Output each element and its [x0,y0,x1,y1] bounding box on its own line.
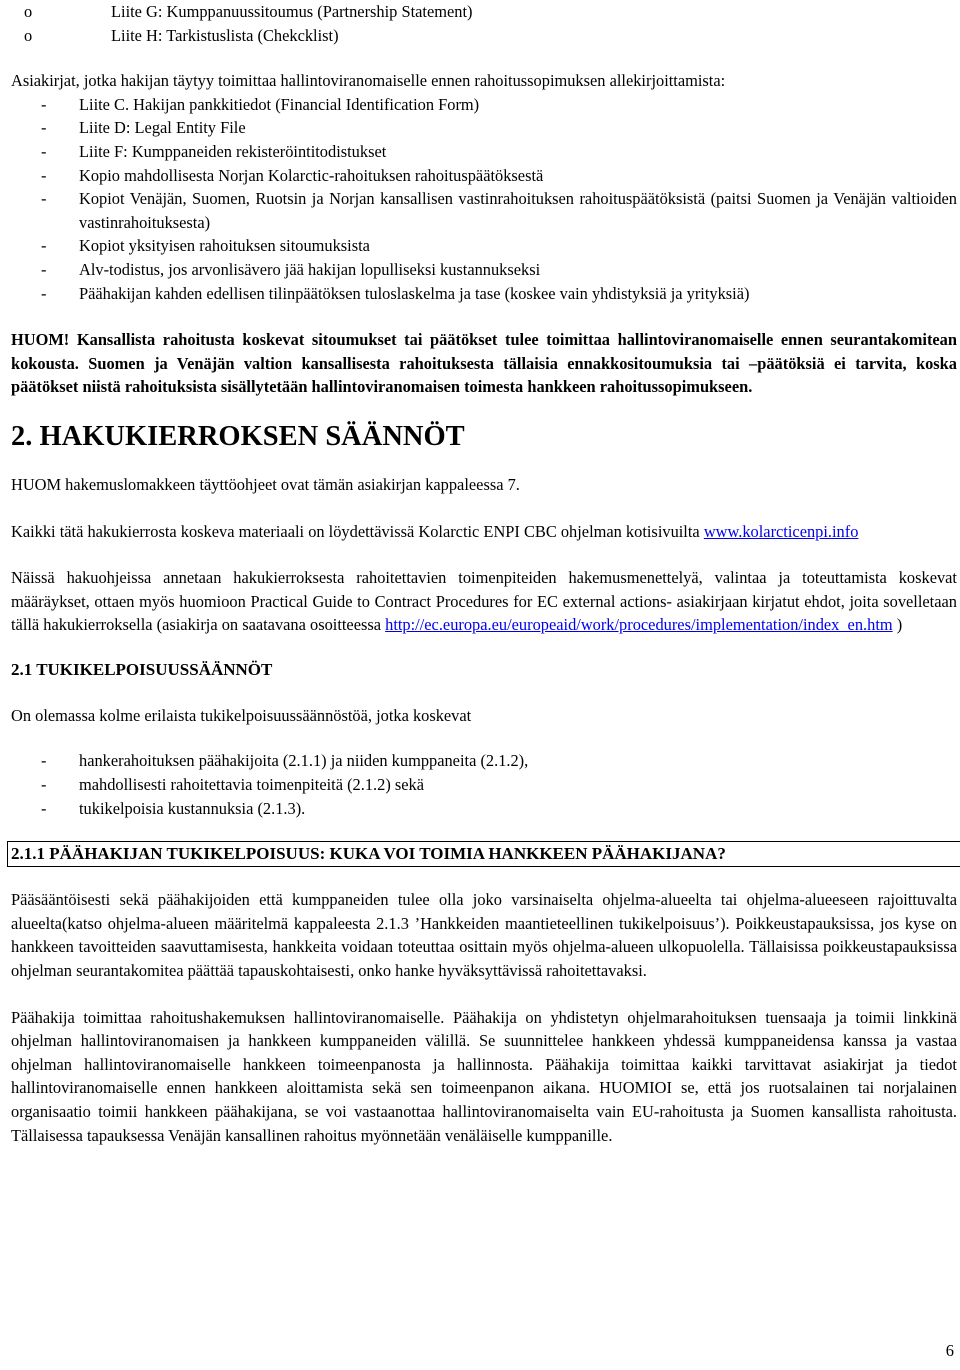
list-item-text: tukikelpoisia kustannuksia (2.1.3). [79,798,306,818]
list-item-text: Liite H: Tarkistuslista (Chekcklist) [111,25,339,45]
docs-list [11,93,957,305]
bullet: - [41,259,47,279]
para-text-end: ) [896,615,903,635]
bullet: - [41,283,47,303]
bullet: - [41,94,47,114]
para-text: Näissä hakuohjeissa annetaan hakukierroksesta rahoitettavien toimenpiteiden hakemusmenettelyä, valintaa ja toteuttamista koskevat määräykset, ottaen myös huomioon Practical Guide to Contract Procedures for EC external actions- asiakirjaan kirjatut ehdot, joita sovelletaan tällä hakukierroksella (asiakirja on saatavana osoitteessa [11,568,957,635]
bullet: - [41,189,47,209]
bullet: - [41,775,47,795]
para-text: Kaikki tätä hakukierrosta koskeva materiaali on löydettävissä Kolarctic ENPI CBC ohjelman kotisivuilta [11,521,700,541]
list-item-text: Liite D: Legal Entity File [79,118,246,138]
bullet: - [41,141,47,161]
section-2-1-1-para-1: Pääsääntöisesti sekä päähakijoiden että kumppaneiden tulee olla joko varsinaiselta ohjelma-alueelta tai ohjelma-alueeseen rajoittuvalta alueelta(katso ohjelma-alueen määritelmä kappaleesta 2.1.3 ’Hankkeiden maantieteellinen tukikelpoisuus’). Poikkeustapauksissa, jos kyse on hankkeen tavoitteiden saavuttamisesta, hankkeita voidaan toteuttaa osittain myös ohjelma-alueen ulkopuolella. Tällaisissa poikkeustapauksissa ohjelman seurantakomitea päättää tapauskohtaisesti, onko hanke hyväksyttävissä rahoitettavaksi. [11,890,957,981]
list-item [24,24,957,48]
list-item [11,93,957,117]
bullet: - [41,165,47,185]
list-item-text: Alv-todistus, jos arvonlisävero jää hakijan lopulliseksi kustannukseksi [79,259,541,279]
list-item-text: Liite F: Kumppaneiden rekisteröintitodistukset [79,141,387,161]
list-item-text: Kopiot Venäjän, Suomen, Ruotsin ja Norjan kansallisen vastinrahoituksen rahoituspäätöksistä (paitsi Suomen ja Venäjän valtioiden vastinrahoituksesta) [79,189,957,232]
list-item-text: Kopio mahdollisesta Norjan Kolarctic-rahoituksen rahoituspäätöksestä [79,165,544,185]
section-2-para-2 [11,520,957,544]
list-item [11,116,957,140]
bullet: o [24,2,33,21]
annex-list [11,0,957,47]
list-item-text: hankerahoituksen päähakijoita (2.1.1) ja niiden kumppaneita (2.1.2), [79,751,529,771]
list-item [11,749,957,773]
bullet: - [41,236,47,256]
section-2-para-1: HUOM hakemuslomakkeen täyttöohjeet ovat tämän asiakirjan kappaleessa 7. [11,474,520,494]
page-number: 6 [945,1341,954,1360]
list-item [11,187,957,234]
list-item [11,797,957,821]
list-item-text: Päähakijan kahden edellisen tilinpäätöksen tuloslaskelma ja tase (koskee vain yhdistyksiä ja yrityksiä) [79,283,750,303]
huom-note: HUOM! Kansallista rahoitusta koskevat sitoumukset tai päätökset tulee toimittaa hallintoviranomaiselle ennen seurantakomitean kokousta. Suomen ja Venäjän valtion kansallisesta rahoituksesta tällaisia ennakkositoumuksia tai –päätöksiä ei tarvita, koska päätökset niistä rahoituksista sisällytetään hallintoviranomaisen toimesta hankkeen rahoitussopimukseen. [11,330,957,397]
list-item [11,140,957,164]
europeaid-procedures-link[interactable]: http://ec.europa.eu/europeaid/work/procedures/implementation/index_en.htm [385,615,893,635]
bullet: - [41,751,47,771]
list-item [11,258,957,282]
bullet: - [41,798,47,818]
section-2-1-intro: On olemassa kolme erilaista tukikelpoisuussäännöstöä, jotka koskevat [11,705,472,725]
list-item [11,234,957,258]
section-2-1-heading: 2.1 TUKIKELPOISUUSSÄÄNNÖT [11,659,273,679]
list-item [11,773,957,797]
docs-intro: Asiakirjat, jotka hakijan täytyy toimittaa hallintoviranomaiselle ennen rahoitussopimuksen allekirjoittamista: [11,71,726,91]
list-item-text: Kopiot yksityisen rahoituksen sitoumuksista [79,236,370,256]
section-2-heading: 2. HAKUKIERROKSEN SÄÄNNÖT [11,420,465,452]
list-item [11,282,957,306]
section-2-para-3 [11,566,957,637]
list-item [24,0,957,24]
list-item [11,164,957,188]
list-item-text: mahdollisesti rahoitettavia toimenpiteitä (2.1.2) sekä [79,775,425,795]
bullet: - [41,118,47,138]
bullet: o [24,25,33,45]
list-item-text: Liite G: Kumppanuussitoumus (Partnership Statement) [111,2,473,21]
page-content [11,0,957,1147]
section-2-1-1-heading: 2.1.1 PÄÄHAKIJAN TUKIKELPOISUUS: KUKA VOI TOIMIA HANKKEEN PÄÄHAKIJANA? [7,841,960,867]
eligibility-rules-list [11,749,957,820]
kolarctic-website-link[interactable]: www.kolarcticenpi.info [703,521,859,541]
section-2-1-1-para-2: Päähakija toimittaa rahoitushakemuksen hallintoviranomaiselle. Päähakija on yhdistetyn ohjelmarahoituksen tuensaaja ja toimii linkkinä ohjelman hallintoviranomaisen ja hankkeen kumppaneiden välillä. Se suunnittelee hankkeen yhdessä kumppaneidensa kanssa ja vastaa ohjelman hallintoviranomaiselle hankkeen toimeenpanosta ja hallinnosta. Päähakija toimittaa kaikki tarvittavat asiakirjat ja tiedot hallintoviranomaiselle ennen hankkeen aloittamista sekä sen toimeenpanon aikana. HUOMIOI se, että jos ruotsalainen tai norjalainen organisaatio toimii hankkeen päähakijana, se voi vastaanottaa hallintoviranomaiselta vain EU-rahoitusta ja Suomen kansallista rahoitusta. Tällaisessa tapauksessa Venäjän kansallinen rahoitus myönnetään venäläiselle kumppanille. [11,1007,957,1145]
list-item-text: Liite C. Hakijan pankkitiedot (Financial Identification Form) [79,94,480,114]
